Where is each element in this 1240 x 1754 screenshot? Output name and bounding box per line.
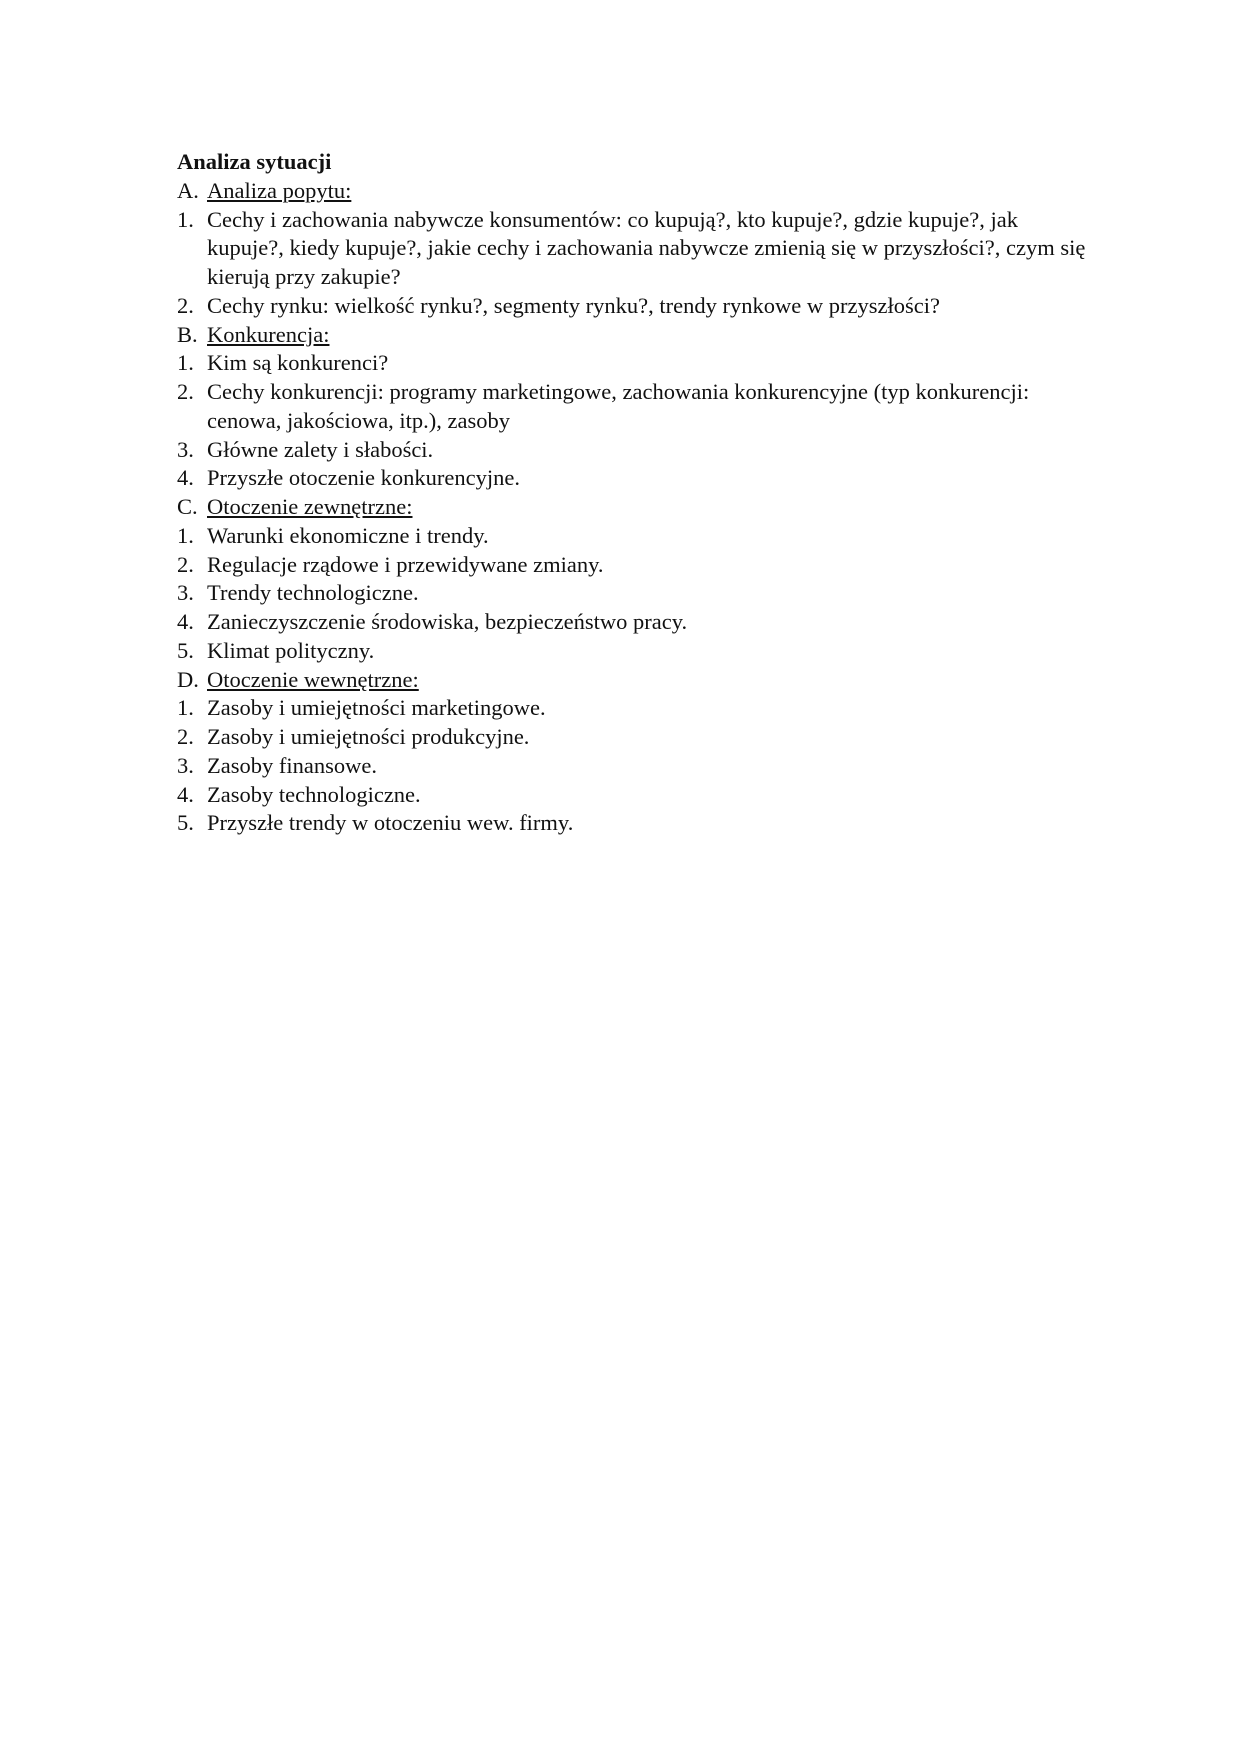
list-item (177, 579, 1097, 608)
section-letter: C. (177, 494, 198, 519)
list-item-number: 1. (177, 350, 194, 376)
list-item-text: Cechy konkurencji: programy marketingowe, zachowania konkurencyjne (typ konkurencji: cenowa, jakościowa, itp.), zasoby (207, 379, 1030, 433)
list-item-number: 5. (177, 637, 194, 663)
section-a-header (177, 177, 1097, 206)
list-item (177, 781, 1097, 810)
list-item-text: Główne zalety i słabości. (207, 436, 434, 462)
list-item-number: 2. (177, 724, 194, 749)
section-letter: B. (177, 321, 198, 347)
section-title: Analiza popytu: (207, 177, 352, 203)
list-item-number: 2. (177, 551, 194, 577)
list-item-number: 4. (177, 465, 194, 491)
list-item-text: Trendy technologiczne. (207, 580, 419, 606)
document-title: Analiza sytuacji (177, 149, 332, 174)
list-item-text: Warunki ekonomiczne i trendy. (207, 522, 489, 548)
list-item-text: Cechy i zachowania nabywcze konsumentów: co kupują?, kto kupuje?, gdzie kupuje?, jak kupuje?, kiedy kupuje?, jakie cechy i zachowania nabywcze zmienią się w przyszłości?, czym się kierują przy zakupie? (207, 206, 1086, 289)
list-item-number: 2. (177, 292, 194, 318)
list-item-text: Przyszłe trendy w otoczeniu wew. firmy. (207, 810, 574, 836)
list-item (177, 522, 1097, 551)
list-item-text: Zasoby i umiejętności marketingowe. (207, 695, 546, 721)
list-item (177, 551, 1097, 580)
section-letter: A. (177, 177, 199, 203)
section-b-header (177, 321, 1097, 350)
list-item (177, 694, 1097, 723)
section-title: Otoczenie zewnętrzne: (207, 494, 413, 519)
section-title: Konkurencja: (207, 321, 330, 347)
list-item (177, 206, 1097, 292)
list-item-text: Zasoby technologiczne. (207, 781, 421, 807)
list-item-number: 3. (177, 580, 194, 606)
list-item (177, 464, 1097, 493)
list-item-text: Zasoby finansowe. (207, 752, 377, 778)
list-item-number: 1. (177, 695, 194, 721)
list-item-number: 3. (177, 436, 194, 462)
list-item (177, 292, 1097, 321)
list-item (177, 723, 1097, 752)
list-item-number: 3. (177, 752, 194, 778)
list-item (177, 608, 1097, 637)
list-item-text: Zasoby i umiejętności produkcyjne. (207, 724, 530, 749)
list-item-number: 4. (177, 781, 194, 807)
list-item-number: 5. (177, 810, 194, 836)
list-item-text: Przyszłe otoczenie konkurencyjne. (207, 465, 521, 491)
list-item-text: Klimat polityczny. (207, 637, 375, 663)
list-item-number: 2. (177, 379, 194, 404)
list-item-text: Regulacje rządowe i przewidywane zmiany. (207, 551, 604, 577)
section-c-header (177, 493, 1097, 522)
list-item (177, 752, 1097, 781)
document-content (177, 148, 1097, 838)
list-item-number: 1. (177, 522, 194, 548)
list-item-text: Kim są konkurenci? (207, 350, 389, 376)
list-item (177, 809, 1097, 838)
list-item (177, 349, 1097, 378)
list-item (177, 378, 1097, 436)
list-item (177, 436, 1097, 465)
list-item-number: 1. (177, 206, 194, 232)
list-item-text: Cechy rynku: wielkość rynku?, segmenty rynku?, trendy rynkowe w przyszłości? (207, 292, 940, 318)
section-d-header (177, 666, 1097, 695)
list-item-number: 4. (177, 609, 194, 634)
list-item-text: Zanieczyszczenie środowiska, bezpieczeństwo pracy. (207, 609, 688, 634)
list-item (177, 637, 1097, 666)
section-title: Otoczenie wewnętrzne: (207, 666, 419, 692)
section-letter: D. (177, 666, 199, 692)
